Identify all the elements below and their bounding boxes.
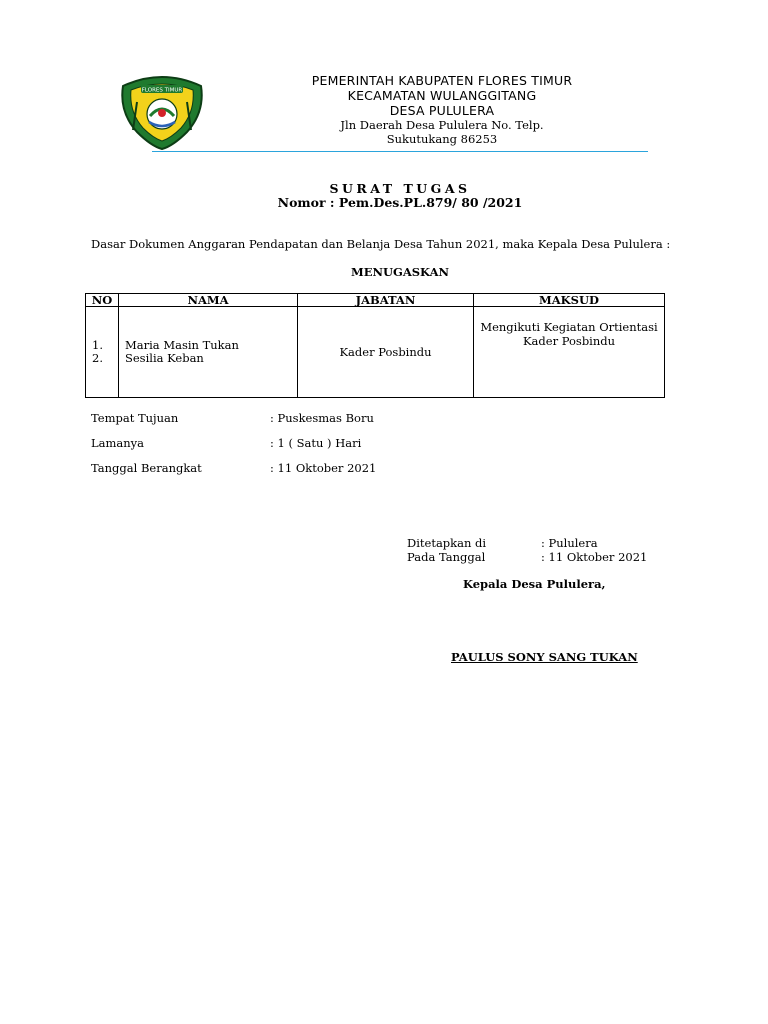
- letterhead-address: Jln Daerah Desa Pululera No. Telp.: [340, 118, 544, 132]
- date-label: Pada Tanggal: [407, 550, 486, 564]
- letterhead-district: KECAMATAN WULANGGITANG: [347, 88, 537, 103]
- table-header-row: [86, 294, 665, 307]
- regency-emblem-logo: [117, 72, 207, 150]
- letterhead: [242, 73, 642, 146]
- letter-number: Nomor : Pem.Des.PL.879/ 80 /2021: [277, 195, 523, 210]
- assign-heading: MENUGASKAN: [350, 265, 450, 279]
- place-value: : Pululera: [541, 536, 598, 550]
- letterhead-divider: [152, 151, 648, 152]
- detail-label-duration: Lamanya: [91, 436, 145, 450]
- letterhead-city: Sukutukang 86253: [386, 132, 498, 146]
- detail-label-destination: Tempat Tujuan: [91, 411, 179, 425]
- header-nama: NAMA: [119, 294, 298, 307]
- row-number: 1.: [92, 338, 103, 352]
- letter-title: SURAT TUGAS: [329, 181, 471, 196]
- place-label: Ditetapkan di: [407, 536, 487, 550]
- detail-value-destination: : Puskesmas Boru: [270, 411, 374, 425]
- header-maksud: MAKSUD: [474, 294, 665, 307]
- signatory-name: PAULUS SONY SANG TUKAN: [451, 650, 638, 664]
- purpose-line: Kader Posbindu: [522, 334, 616, 348]
- cell-numbers: [86, 307, 119, 398]
- table-row: [86, 307, 665, 398]
- detail-value-departure: : 11 Oktober 2021: [270, 461, 377, 475]
- cell-position: [298, 307, 474, 398]
- detail-label-departure: Tanggal Berangkat: [91, 461, 202, 475]
- letterhead-village: DESA PULULERA: [389, 103, 495, 118]
- row-number: 2.: [92, 351, 103, 365]
- letter-basis: Dasar Dokumen Anggaran Pendapatan dan Belanja Desa Tahun 2021, maka Kepala Desa Pululera :: [91, 237, 671, 251]
- assignment-table: [85, 293, 665, 398]
- header-no: NO: [86, 294, 119, 307]
- assignee-name: Sesilia Keban: [125, 351, 204, 365]
- detail-value-duration: : 1 ( Satu ) Hari: [270, 436, 362, 450]
- signatory-role: Kepala Desa Pululera,: [463, 577, 606, 591]
- position-text: Kader Posbindu: [339, 345, 432, 359]
- letterhead-government: PEMERINTAH KABUPATEN FLORES TIMUR: [311, 73, 573, 88]
- cell-purpose: [474, 307, 665, 398]
- date-value: : 11 Oktober 2021: [541, 550, 648, 564]
- assignee-name: Maria Masin Tukan: [125, 338, 239, 352]
- purpose-line: Mengikuti Kegiatan Ortientasi: [480, 320, 658, 334]
- cell-names: [119, 307, 298, 398]
- logo-text: FLORES TIMUR: [141, 87, 183, 94]
- header-jabatan: JABATAN: [298, 294, 474, 307]
